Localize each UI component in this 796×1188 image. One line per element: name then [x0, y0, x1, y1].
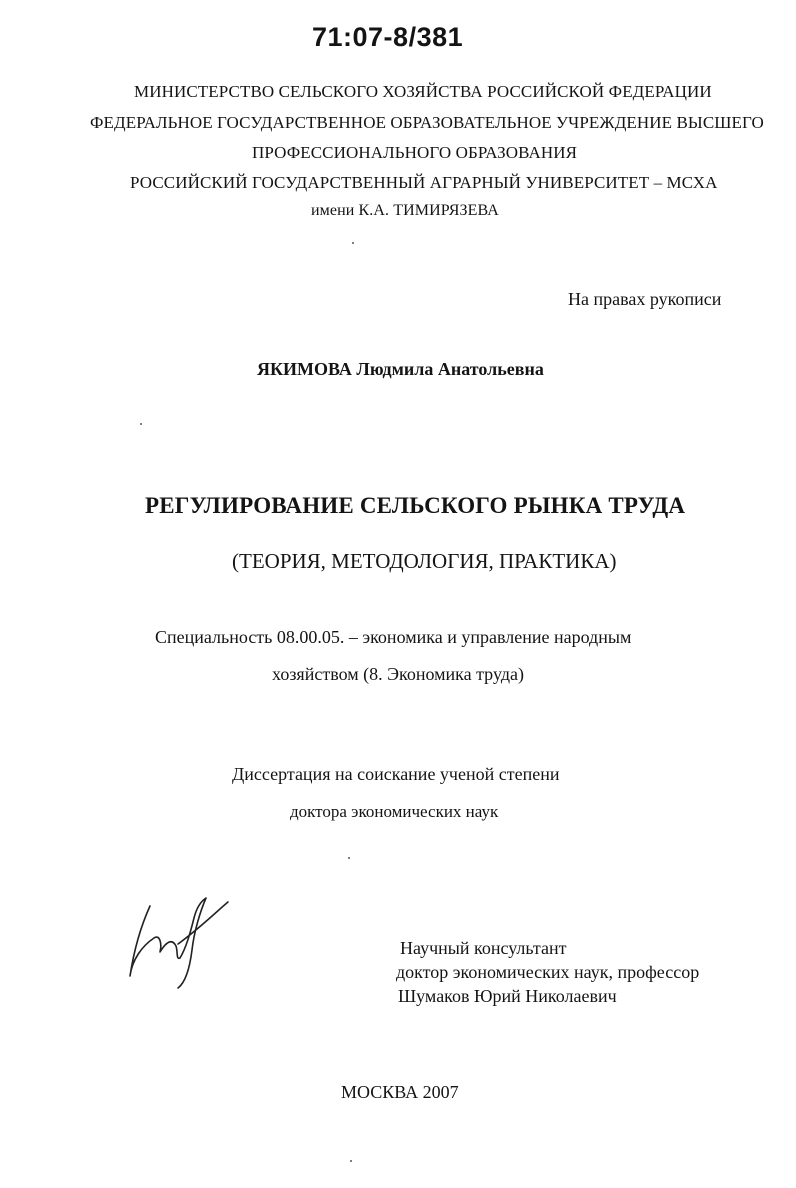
- author-name: ЯКИМОВА Людмила Анатольевна: [257, 359, 544, 379]
- university-name-line: РОССИЙСКИЙ ГОСУДАРСТВЕННЫЙ АГРАРНЫЙ УНИВЕРСИТЕТ – МСХА: [130, 173, 718, 192]
- archive-number: 71:07-8/381: [312, 22, 464, 52]
- city-year: МОСКВА 2007: [341, 1082, 459, 1102]
- ministry-line: МИНИСТЕРСТВО СЕЛЬСКОГО ХОЗЯЙСТВА РОССИЙСКОЙ ФЕДЕРАЦИИ: [134, 82, 712, 101]
- thesis-subtitle: (ТЕОРИЯ, МЕТОДОЛОГИЯ, ПРАКТИКА): [232, 549, 617, 573]
- degree-statement: Диссертация на соискание ученой степени: [232, 764, 560, 784]
- scan-speck: [350, 1160, 352, 1162]
- rights-note: На правах рукописи: [568, 289, 722, 309]
- consultant-name: Шумаков Юрий Николаевич: [398, 986, 617, 1006]
- institution-type-line: ФЕДЕРАЛЬНОЕ ГОСУДАРСТВЕННОЕ ОБРАЗОВАТЕЛЬНОЕ УЧРЕЖДЕНИЕ ВЫСШЕГО: [90, 113, 764, 132]
- consultant-role: Научный консультант: [400, 938, 567, 958]
- institution-type-line-2: ПРОФЕССИОНАЛЬНОГО ОБРАЗОВАНИЯ: [252, 143, 578, 162]
- thesis-title: РЕГУЛИРОВАНИЕ СЕЛЬСКОГО РЫНКА ТРУДА: [145, 493, 686, 518]
- scan-speck: [352, 242, 354, 244]
- specialty-line-continued: хозяйством (8. Экономика труда): [272, 664, 524, 684]
- handwritten-signature: [120, 888, 240, 998]
- scan-speck: [348, 857, 350, 859]
- consultant-degree: доктор экономических наук, профессор: [396, 962, 700, 982]
- scan-speck: [140, 423, 142, 425]
- degree-name: доктора экономических наук: [290, 802, 499, 821]
- specialty-line: Специальность 08.00.05. – экономика и управление народным: [155, 627, 632, 647]
- university-namesake-line: имени К.А. ТИМИРЯЗЕВА: [311, 202, 499, 219]
